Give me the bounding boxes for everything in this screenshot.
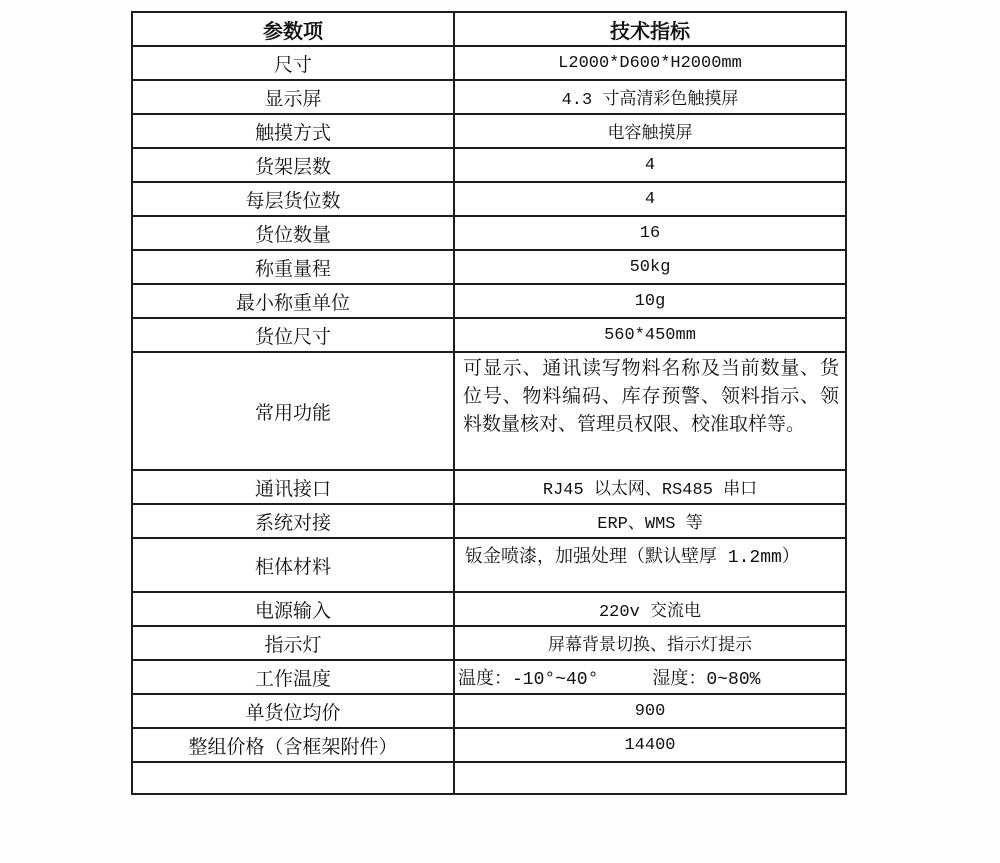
value-cell: 屏幕背景切换、指示灯提示 (454, 626, 846, 660)
param-cell: 指示灯 (132, 626, 454, 660)
param-cell: 货位尺寸 (132, 318, 454, 352)
value-cell: 14400 (454, 728, 846, 762)
table-row (132, 538, 846, 592)
value-cell (454, 762, 846, 794)
value-cell: 16 (454, 216, 846, 250)
value-cell: 4.3 寸高清彩色触摸屏 (454, 80, 846, 114)
value-cell: 可显示、通讯读写物料名称及当前数量、货位号、物料编码、库存预警、领料指示、领料数量核对、管理员权限、校准取样等。 (454, 352, 846, 470)
value-cell: 10g (454, 284, 846, 318)
table-row (132, 660, 846, 694)
value-cell: 4 (454, 182, 846, 216)
value-cell: RJ45 以太网、RS485 串口 (454, 470, 846, 504)
value-cell: ERP、WMS 等 (454, 504, 846, 538)
table-row (132, 504, 846, 538)
value-cell: L2000*D600*H2000mm (454, 46, 846, 80)
param-cell: 货架层数 (132, 148, 454, 182)
table-row (132, 318, 846, 352)
value-cell: 4 (454, 148, 846, 182)
table-row (132, 148, 846, 182)
param-cell: 单货位均价 (132, 694, 454, 728)
param-cell: 常用功能 (132, 352, 454, 470)
table-row (132, 80, 846, 114)
table-row (132, 114, 846, 148)
table-row (132, 626, 846, 660)
value-cell: 560*450mm (454, 318, 846, 352)
table-row (132, 250, 846, 284)
param-cell: 整组价格（含框架附件） (132, 728, 454, 762)
table-row (132, 762, 846, 794)
param-cell: 货位数量 (132, 216, 454, 250)
param-column-header: 参数项 (132, 12, 454, 46)
value-cell: 50kg (454, 250, 846, 284)
param-cell: 触摸方式 (132, 114, 454, 148)
table-row (132, 182, 846, 216)
table-row (132, 46, 846, 80)
param-cell: 最小称重单位 (132, 284, 454, 318)
value-cell: 900 (454, 694, 846, 728)
header-row (132, 12, 846, 46)
param-cell: 每层货位数 (132, 182, 454, 216)
value-cell: 温度：-10°~40° 湿度：0~80% (454, 660, 846, 694)
param-cell (132, 762, 454, 794)
table-row (132, 284, 846, 318)
param-cell: 系统对接 (132, 504, 454, 538)
table-row (132, 216, 846, 250)
param-cell: 通讯接口 (132, 470, 454, 504)
param-cell: 工作温度 (132, 660, 454, 694)
table-row (132, 470, 846, 504)
param-cell: 尺寸 (132, 46, 454, 80)
spec-table (131, 11, 847, 795)
value-cell: 电容触摸屏 (454, 114, 846, 148)
param-cell: 称重量程 (132, 250, 454, 284)
param-cell: 显示屏 (132, 80, 454, 114)
param-cell: 电源输入 (132, 592, 454, 626)
table-row (132, 352, 846, 470)
value-column-header: 技术指标 (454, 12, 846, 46)
spec-table-body (132, 46, 846, 794)
param-cell: 柜体材料 (132, 538, 454, 592)
value-cell: 220v 交流电 (454, 592, 846, 626)
value-cell: 钣金喷漆，加强处理（默认壁厚 1.2mm） (454, 538, 846, 592)
table-row (132, 728, 846, 762)
table-row (132, 694, 846, 728)
table-row (132, 592, 846, 626)
